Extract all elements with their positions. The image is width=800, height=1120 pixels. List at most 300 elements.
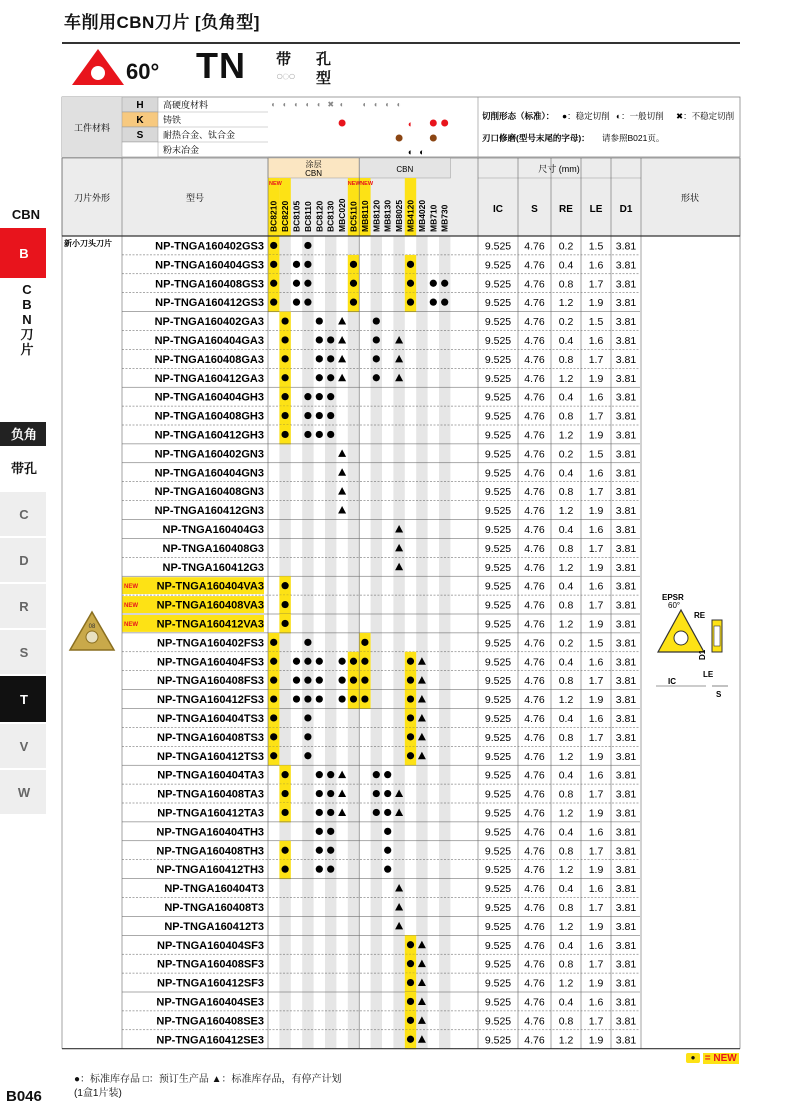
dim-value: 9.525 [484, 353, 512, 366]
dim-header: IC [493, 204, 503, 215]
dim-value: 1.7 [588, 958, 604, 971]
dim-value: 3.81 [615, 278, 637, 291]
dim-value: 4.76 [524, 278, 545, 291]
sidebar-tab-label-char: 刀 [20, 327, 34, 342]
discontinue-triangle-icon [338, 468, 346, 476]
dim-value: 0.2 [558, 448, 574, 461]
dim-value: 0.4 [558, 656, 574, 669]
stock-dot-icon [282, 374, 289, 381]
dim-value: 1.2 [558, 297, 574, 310]
stock-dot-icon [327, 393, 334, 400]
dim-value: 3.81 [615, 713, 637, 725]
figure-label-s: S [716, 690, 722, 699]
dim-value: 1.7 [588, 845, 604, 858]
material-name: 铸铁 [163, 115, 182, 125]
dim-value: 1.9 [588, 618, 604, 631]
model-number: NP-TNGA160404TA3 [157, 769, 264, 782]
model-number: NP-TNGA160408TS3 [157, 731, 264, 744]
stock-dot-icon [282, 582, 289, 589]
model-number: NP-TNGA160412T3 [164, 920, 264, 933]
stock-dot-icon [407, 1017, 414, 1024]
stock-dot-icon [373, 355, 380, 362]
dim-value: 3.81 [615, 656, 637, 669]
dim-value: 0.8 [558, 845, 574, 858]
sidebar-tab-label: 负角 [10, 427, 38, 442]
stock-dot-icon [270, 280, 277, 287]
model-number: NP-TNGA160412GN3 [154, 505, 264, 518]
dim-value: 1.6 [588, 467, 604, 480]
suitability-icon: ◐ [271, 100, 277, 109]
discontinue-triangle-icon [338, 449, 346, 457]
stock-dot-icon [316, 336, 323, 343]
dim-value: 1.2 [558, 618, 574, 631]
dim-value: 0.4 [558, 769, 574, 782]
dim-value: 4.76 [524, 542, 545, 555]
new-key-label: = NEW [704, 1053, 737, 1064]
dim-value: 9.525 [484, 750, 512, 763]
figure-label-angle: 60° [668, 601, 681, 610]
cutting-stable: ●：稳定切削 [562, 111, 610, 121]
dim-value: 3.81 [615, 845, 637, 858]
dim-value: 1.7 [588, 902, 604, 914]
dim-value: 4.76 [524, 996, 545, 1009]
dim-value: 1.9 [588, 750, 604, 763]
model-number: NP-TNGA160412TS3 [157, 750, 264, 763]
material-name: 高硬度材料 [163, 100, 209, 110]
dim-value: 1.6 [588, 883, 604, 896]
dim-value: 3.81 [615, 353, 637, 366]
model-number: NP-TNGA160408SF3 [157, 958, 264, 971]
dim-value: 9.525 [484, 902, 512, 914]
dim-value: 9.525 [484, 505, 512, 518]
dim-value: 4.76 [524, 618, 545, 631]
dim-value: 3.81 [615, 826, 637, 839]
dim-value: 4.76 [524, 958, 545, 971]
dim-value: 3.81 [615, 675, 637, 688]
stock-dot-icon [293, 658, 300, 665]
dim-value: 0.8 [558, 958, 574, 971]
dim-value: 4.76 [524, 561, 545, 574]
model-number: NP-TNGA160404GH3 [154, 391, 264, 404]
shape-figure-hole-icon [674, 631, 688, 645]
dim-value: 4.76 [524, 335, 545, 347]
dim-value: 0.4 [558, 335, 574, 347]
stock-dot-icon [407, 733, 414, 740]
model-number: NP-TNGA160404TS3 [157, 713, 264, 725]
dim-value: 1.9 [588, 561, 604, 574]
dim-value: 1.7 [588, 731, 604, 744]
model-number: NP-TNGA160408GA3 [154, 353, 264, 366]
dim-value: 4.76 [524, 750, 545, 763]
dim-value: 9.525 [484, 1034, 512, 1047]
model-number: NP-TNGA160404GN3 [154, 467, 264, 480]
s-stable-brown-icon [396, 135, 403, 142]
stock-dot-icon [316, 658, 323, 665]
sidebar-tab-label: B [19, 246, 29, 261]
stock-dot-icon [327, 790, 334, 797]
dim-value: 0.8 [558, 353, 574, 366]
stock-dot-icon [270, 733, 277, 740]
dim-value: 3.81 [615, 920, 637, 933]
grade-column-band [416, 236, 427, 1049]
material-name: 耐热合金、钛合金 [163, 130, 236, 140]
stock-dot-icon [407, 941, 414, 948]
dim-value: 0.4 [558, 996, 574, 1009]
grade-name: BC5110 [348, 201, 359, 232]
dim-value: 9.525 [484, 259, 512, 272]
discontinue-triangle-icon [338, 506, 346, 514]
stock-dot-icon [339, 658, 346, 665]
stock-dot-icon [316, 393, 323, 400]
model-number: NP-TNGA160404FS3 [157, 656, 264, 669]
hole-type-circles-icon: ○◌○ [276, 69, 295, 83]
dim-value: 0.8 [558, 1015, 574, 1028]
dim-value: 9.525 [484, 618, 512, 631]
stock-dot-icon [304, 752, 311, 759]
dim-value: 0.4 [558, 259, 574, 272]
stock-dot-icon [316, 677, 323, 684]
stock-dot-icon [407, 960, 414, 967]
dim-value: 3.81 [615, 542, 637, 555]
grade-name: MB730 [439, 204, 450, 232]
stock-dot-icon [316, 809, 323, 816]
model-number: NP-TNGA160412SE3 [156, 1034, 264, 1047]
discontinue-triangle-icon [338, 317, 346, 325]
stock-dot-icon [407, 695, 414, 702]
model-number: NP-TNGA160404G3 [162, 524, 264, 536]
dim-value: 4.76 [524, 410, 545, 423]
dim-value: 3.81 [615, 335, 637, 347]
dim-value: 4.76 [524, 920, 545, 933]
stock-dot-icon [304, 639, 311, 646]
sidebar-tab-label-char: N [22, 312, 32, 327]
material-code: S [136, 130, 144, 141]
stock-dot-icon [384, 866, 391, 873]
discontinue-triangle-icon [338, 808, 346, 816]
stock-dot-icon [282, 771, 289, 778]
discontinue-triangle-icon [338, 374, 346, 382]
stock-dot-icon [407, 658, 414, 665]
dim-value: 4.76 [524, 1015, 545, 1028]
stock-dot-icon [282, 393, 289, 400]
stock-dot-icon [361, 639, 368, 646]
stock-dot-icon [282, 412, 289, 419]
dim-value: 3.81 [615, 599, 637, 612]
dim-value: 9.525 [484, 769, 512, 782]
stock-dot-icon [316, 790, 323, 797]
grade-name: MB710 [428, 204, 439, 232]
insert-group-label: 新小刀头刀片 [64, 239, 112, 248]
dim-value: 9.525 [484, 883, 512, 896]
grade-name: BC8220 [280, 200, 291, 232]
sidebar-tab-label: V [19, 739, 29, 754]
insert-code: 08 [88, 624, 96, 630]
dim-value: 3.81 [615, 240, 637, 253]
dim-header: D1 [619, 204, 633, 215]
model-number: NP-TNGA160402FS3 [157, 637, 264, 650]
model-number: NP-TNGA160408VA3 [156, 599, 264, 612]
suitability-icon: ◐ [362, 100, 368, 109]
dim-value: 9.525 [484, 335, 512, 347]
discontinue-triangle-icon [338, 771, 346, 779]
dim-value: 3.81 [615, 410, 637, 423]
suitability-icon: ◐ [339, 100, 345, 109]
stock-dot-icon [373, 374, 380, 381]
dim-value: 9.525 [484, 524, 512, 536]
sidebar-tab-label: CBN [11, 207, 41, 222]
dim-value: 9.525 [484, 542, 512, 555]
suitability-icon: ◐ [305, 100, 311, 109]
dim-value: 1.6 [588, 769, 604, 782]
dim-value: 3.81 [615, 977, 637, 990]
dim-value: 4.76 [524, 807, 545, 820]
dim-value: 9.525 [484, 391, 512, 404]
stock-dot-icon [270, 695, 277, 702]
stock-dot-icon [339, 677, 346, 684]
model-column-label: 型号 [185, 193, 205, 203]
dim-value: 9.525 [484, 240, 512, 253]
angle-label: 60° [126, 59, 160, 84]
dim-value: 1.6 [588, 826, 604, 839]
stock-dot-icon [304, 714, 311, 721]
model-number: NP-TNGA160408T3 [164, 902, 264, 914]
grade-name: BC8210 [268, 200, 279, 232]
dim-value: 4.76 [524, 694, 545, 707]
dim-value: 0.4 [558, 713, 574, 725]
model-number: NP-TNGA160404TH3 [156, 826, 264, 839]
stock-dot-icon [407, 714, 414, 721]
dim-value: 3.81 [615, 807, 637, 820]
stock-dot-icon [350, 280, 357, 287]
dim-value: 3.81 [615, 996, 637, 1009]
dim-value: 1.6 [588, 580, 604, 593]
dim-value: 3.81 [615, 864, 637, 877]
stock-dot-icon [270, 639, 277, 646]
model-number: NP-TNGA160408TH3 [156, 845, 264, 858]
dim-value: 4.76 [524, 826, 545, 839]
dim-value: 3.81 [615, 731, 637, 744]
stock-dot-icon [327, 847, 334, 854]
dim-value: 1.7 [588, 675, 604, 688]
stock-dot-icon [304, 280, 311, 287]
figure-label-re: RE [694, 611, 706, 620]
dim-value: 9.525 [484, 996, 512, 1009]
dim-value: 4.76 [524, 429, 545, 442]
dim-value: 4.76 [524, 391, 545, 404]
model-number: NP-TNGA160404T3 [164, 883, 264, 896]
grade-column-band [348, 236, 359, 1049]
dim-value: 3.81 [615, 297, 637, 310]
pm-general-icon: ◐ [419, 147, 425, 157]
model-number: NP-TNGA160408GS3 [155, 278, 264, 291]
series-char-3: 型 [316, 70, 332, 87]
dim-value: 4.76 [524, 977, 545, 990]
stock-dot-icon [407, 280, 414, 287]
dim-value: 0.8 [558, 542, 574, 555]
stock-dot-icon [270, 261, 277, 268]
dim-value: 0.8 [558, 278, 574, 291]
stock-dot-icon [441, 299, 448, 306]
model-number: NP-TNGA160402GS3 [155, 240, 264, 253]
discontinue-triangle-icon [338, 336, 346, 344]
grade-name: MB8120 [371, 199, 382, 232]
model-number: NP-TNGA160412G3 [162, 561, 264, 574]
dim-value: 4.76 [524, 675, 545, 688]
model-number: NP-TNGA160408G3 [162, 542, 264, 555]
dim-value: 9.525 [484, 637, 512, 650]
sidebar-tab-label: W [17, 785, 31, 800]
stock-dot-icon [270, 714, 277, 721]
page-title: 车削用CBN刀片 [负角型] [64, 13, 260, 32]
legend [74, 1073, 342, 1101]
dim-value: 0.8 [558, 788, 574, 801]
dim-value: 9.525 [484, 599, 512, 612]
dim-value: 3.81 [615, 637, 637, 650]
dim-value: 4.76 [524, 316, 545, 329]
legend-line-2: (1盒1片装) [74, 1088, 122, 1099]
dim-value: 9.525 [484, 297, 512, 310]
dim-value: 4.76 [524, 1034, 545, 1047]
suitability-icon: ◐ [294, 100, 299, 109]
sidebar-tab-label-char: 片 [20, 342, 34, 357]
sidebar-tab-label: D [19, 553, 29, 568]
dim-value: 9.525 [484, 278, 512, 291]
sidebar-tab-label-char: C [22, 282, 32, 297]
dim-value: 0.4 [558, 467, 574, 480]
dim-value: 1.5 [588, 637, 604, 650]
grade-name: MB4020 [416, 199, 427, 232]
suitability-icon: ◐ [282, 100, 288, 109]
stock-dot-icon [304, 242, 311, 249]
model-number: NP-TNGA160408GN3 [154, 486, 264, 499]
dim-value: 1.9 [588, 920, 604, 933]
dim-value: 3.81 [615, 750, 637, 763]
k-general-icon: ◐ [407, 119, 414, 129]
discontinue-triangle-icon [338, 790, 346, 798]
model-number: NP-TNGA160412TH3 [156, 864, 264, 877]
stock-dot-icon [293, 677, 300, 684]
dim-value: 3.81 [615, 1034, 637, 1047]
size-group-label: 尺寸 (mm) [538, 164, 580, 174]
dim-value: 1.9 [588, 1034, 604, 1047]
dim-value: 9.525 [484, 713, 512, 725]
stock-dot-icon [407, 677, 414, 684]
dim-value: 9.525 [484, 920, 512, 933]
stock-dot-icon [304, 695, 311, 702]
grade-name: MB4120 [405, 199, 416, 232]
stock-dot-icon [282, 355, 289, 362]
dim-value: 1.2 [558, 505, 574, 518]
stock-dot-icon [304, 412, 311, 419]
suitability-icon: ◐ [373, 100, 379, 109]
stock-dot-icon [270, 658, 277, 665]
grade-name: MB8130 [382, 199, 393, 232]
stock-dot-icon [327, 771, 334, 778]
stock-dot-icon [316, 771, 323, 778]
dim-value: 9.525 [484, 958, 512, 971]
dim-value: 9.525 [484, 429, 512, 442]
stock-dot-icon [282, 620, 289, 627]
stock-dot-icon [304, 393, 311, 400]
dim-value: 1.6 [588, 524, 604, 536]
dim-value: 9.525 [484, 731, 512, 744]
cutting-label: 切削形态（标准）： [482, 111, 555, 121]
dim-value: 4.76 [524, 259, 545, 272]
new-tag-bc8210: NEW [269, 181, 282, 187]
stock-dot-icon [407, 1036, 414, 1043]
material-code: H [136, 100, 144, 111]
dim-value: 9.525 [484, 1015, 512, 1028]
k-stable-red-icon [339, 120, 346, 127]
dim-value: 3.81 [615, 561, 637, 574]
grade-name: MB8025 [394, 199, 405, 232]
model-number: NP-TNGA160404SE3 [156, 996, 264, 1009]
model-number: NP-TNGA160412SF3 [157, 977, 264, 990]
model-number: NP-TNGA160402GA3 [154, 316, 264, 329]
dim-value: 0.8 [558, 486, 574, 499]
stock-dot-icon [361, 677, 368, 684]
dim-value: 3.81 [615, 883, 637, 896]
insert-hole-icon [86, 631, 98, 643]
stock-dot-icon [316, 847, 323, 854]
stock-dot-icon [327, 431, 334, 438]
dim-value: 1.9 [588, 694, 604, 707]
dim-value: 0.2 [558, 316, 574, 329]
dim-value: 0.4 [558, 939, 574, 952]
row-new-tag: NEW [124, 584, 138, 591]
dim-value: 1.9 [588, 297, 604, 310]
dim-value: 1.2 [558, 1034, 574, 1047]
stock-dot-icon [339, 695, 346, 702]
stock-dot-icon [282, 601, 289, 608]
dim-value: 9.525 [484, 939, 512, 952]
model-number: NP-TNGA160404GS3 [155, 259, 264, 272]
new-tag-bc5110: NEW [347, 181, 361, 187]
dim-value: 1.2 [558, 561, 574, 574]
dim-value: 9.525 [484, 561, 512, 574]
stock-dot-icon [373, 317, 380, 324]
legend-line-1: ●：标准库存品 □：预订生产品 ▲：标准库存品，有停产计划 [74, 1074, 342, 1085]
stock-dot-icon [373, 336, 380, 343]
stock-dot-icon [270, 677, 277, 684]
stock-dot-icon [373, 790, 380, 797]
dim-value: 1.5 [588, 316, 604, 329]
sidebar-tab-label: T [20, 692, 28, 707]
stock-dot-icon [270, 299, 277, 306]
dim-value: 0.8 [558, 410, 574, 423]
stock-dot-icon [327, 866, 334, 873]
dim-value: 1.7 [588, 1015, 604, 1028]
stock-dot-icon [316, 431, 323, 438]
dim-value: 3.81 [615, 694, 637, 707]
k-stable-red-icon [441, 120, 448, 127]
dim-value: 9.525 [484, 864, 512, 877]
dim-value: 4.76 [524, 939, 545, 952]
dim-value: 4.76 [524, 769, 545, 782]
dim-value: 3.81 [615, 1015, 637, 1028]
stock-dot-icon [293, 261, 300, 268]
dim-value: 3.81 [615, 448, 637, 461]
dim-value: 1.9 [588, 372, 604, 385]
dim-value: 1.2 [558, 920, 574, 933]
shape-figure-side-hole-icon [714, 626, 720, 646]
new-key [686, 1053, 739, 1064]
dim-value: 4.76 [524, 240, 545, 253]
series-char-1: 带 [276, 51, 292, 68]
dim-value: 9.525 [484, 694, 512, 707]
dim-value: 0.8 [558, 599, 574, 612]
grade-column-band [439, 236, 450, 1049]
